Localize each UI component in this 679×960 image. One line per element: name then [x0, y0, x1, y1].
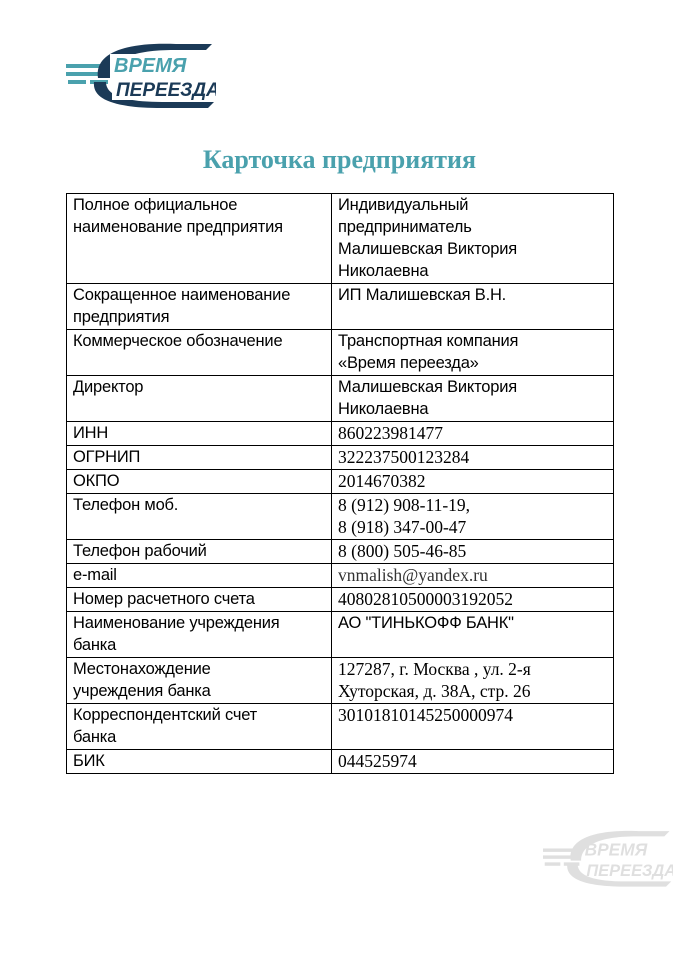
table-row	[67, 658, 614, 704]
table-row	[67, 704, 614, 750]
table-row	[67, 494, 614, 540]
company-card-table	[66, 193, 614, 774]
email-value[interactable]: vnmalish@yandex.ru	[332, 564, 614, 588]
row-value: 40802810500003192052	[332, 588, 614, 612]
watermark-line1: ВРЕМЯ	[584, 839, 648, 860]
row-key: Директор	[67, 376, 332, 422]
table-row	[67, 194, 614, 284]
row-value: ИП Малишевская В.Н.	[332, 284, 614, 330]
watermark-graphic	[543, 825, 673, 891]
row-value: 044525974	[332, 750, 614, 774]
table-row	[67, 376, 614, 422]
row-value: Транспортная компания «Время переезда»	[332, 330, 614, 376]
row-key: ОГРНИП	[67, 446, 332, 470]
row-value: 2014670382	[332, 470, 614, 494]
row-key: Номер расчетного счета	[67, 588, 332, 612]
table-row	[67, 470, 614, 494]
row-value: 8 (912) 908-11-19, 8 (918) 347-00-47	[332, 494, 614, 540]
row-key: Местонахождение учреждения банка	[67, 658, 332, 704]
row-value: 860223981477	[332, 422, 614, 446]
row-key: Полное официальное наименование предприятия	[67, 194, 332, 284]
table-row	[67, 750, 614, 774]
page-title: Карточка предприятия	[202, 145, 477, 174]
row-value: 322237500123284	[332, 446, 614, 470]
row-key: Наименование учреждения банка	[67, 612, 332, 658]
row-key: Сокращенное наименование предприятия	[67, 284, 332, 330]
table-row	[67, 284, 614, 330]
row-key: Корреспондентский счет банка	[67, 704, 332, 750]
row-key: Телефон рабочий	[67, 540, 332, 564]
table-row	[67, 446, 614, 470]
watermark-line2: ПЕРЕЕЗДА	[586, 862, 673, 881]
row-key: ОКПО	[67, 470, 332, 494]
table-row	[67, 330, 614, 376]
row-key: Коммерческое обозначение	[67, 330, 332, 376]
logo-line1: ВРЕМЯ	[114, 55, 187, 77]
table-row	[67, 612, 614, 658]
row-key: ИНН	[67, 422, 332, 446]
row-key: Телефон моб.	[67, 494, 332, 540]
row-value: 127287, г. Москва , ул. 2-я Хуторская, д. 38А, стр. 26	[332, 658, 614, 704]
row-value: 8 (800) 505-46-85	[332, 540, 614, 564]
row-value: Индивидуальный предприниматель Малишевская Виктория Николаевна	[332, 194, 614, 284]
table-row	[67, 422, 614, 446]
company-logo	[66, 38, 216, 112]
row-key: БИК	[67, 750, 332, 774]
row-value: 30101810145250000974	[332, 704, 614, 750]
row-value: АО "ТИНЬКОФФ БАНК"	[332, 612, 614, 658]
table-row	[67, 540, 614, 564]
logo-graphic	[66, 38, 216, 112]
table-row	[67, 564, 614, 588]
watermark-logo	[543, 825, 673, 891]
table-row	[67, 588, 614, 612]
logo-line2: ПЕРЕЕЗДА	[116, 80, 216, 101]
row-key: e-mail	[67, 564, 332, 588]
row-value: Малишевская Виктория Николаевна	[332, 376, 614, 422]
